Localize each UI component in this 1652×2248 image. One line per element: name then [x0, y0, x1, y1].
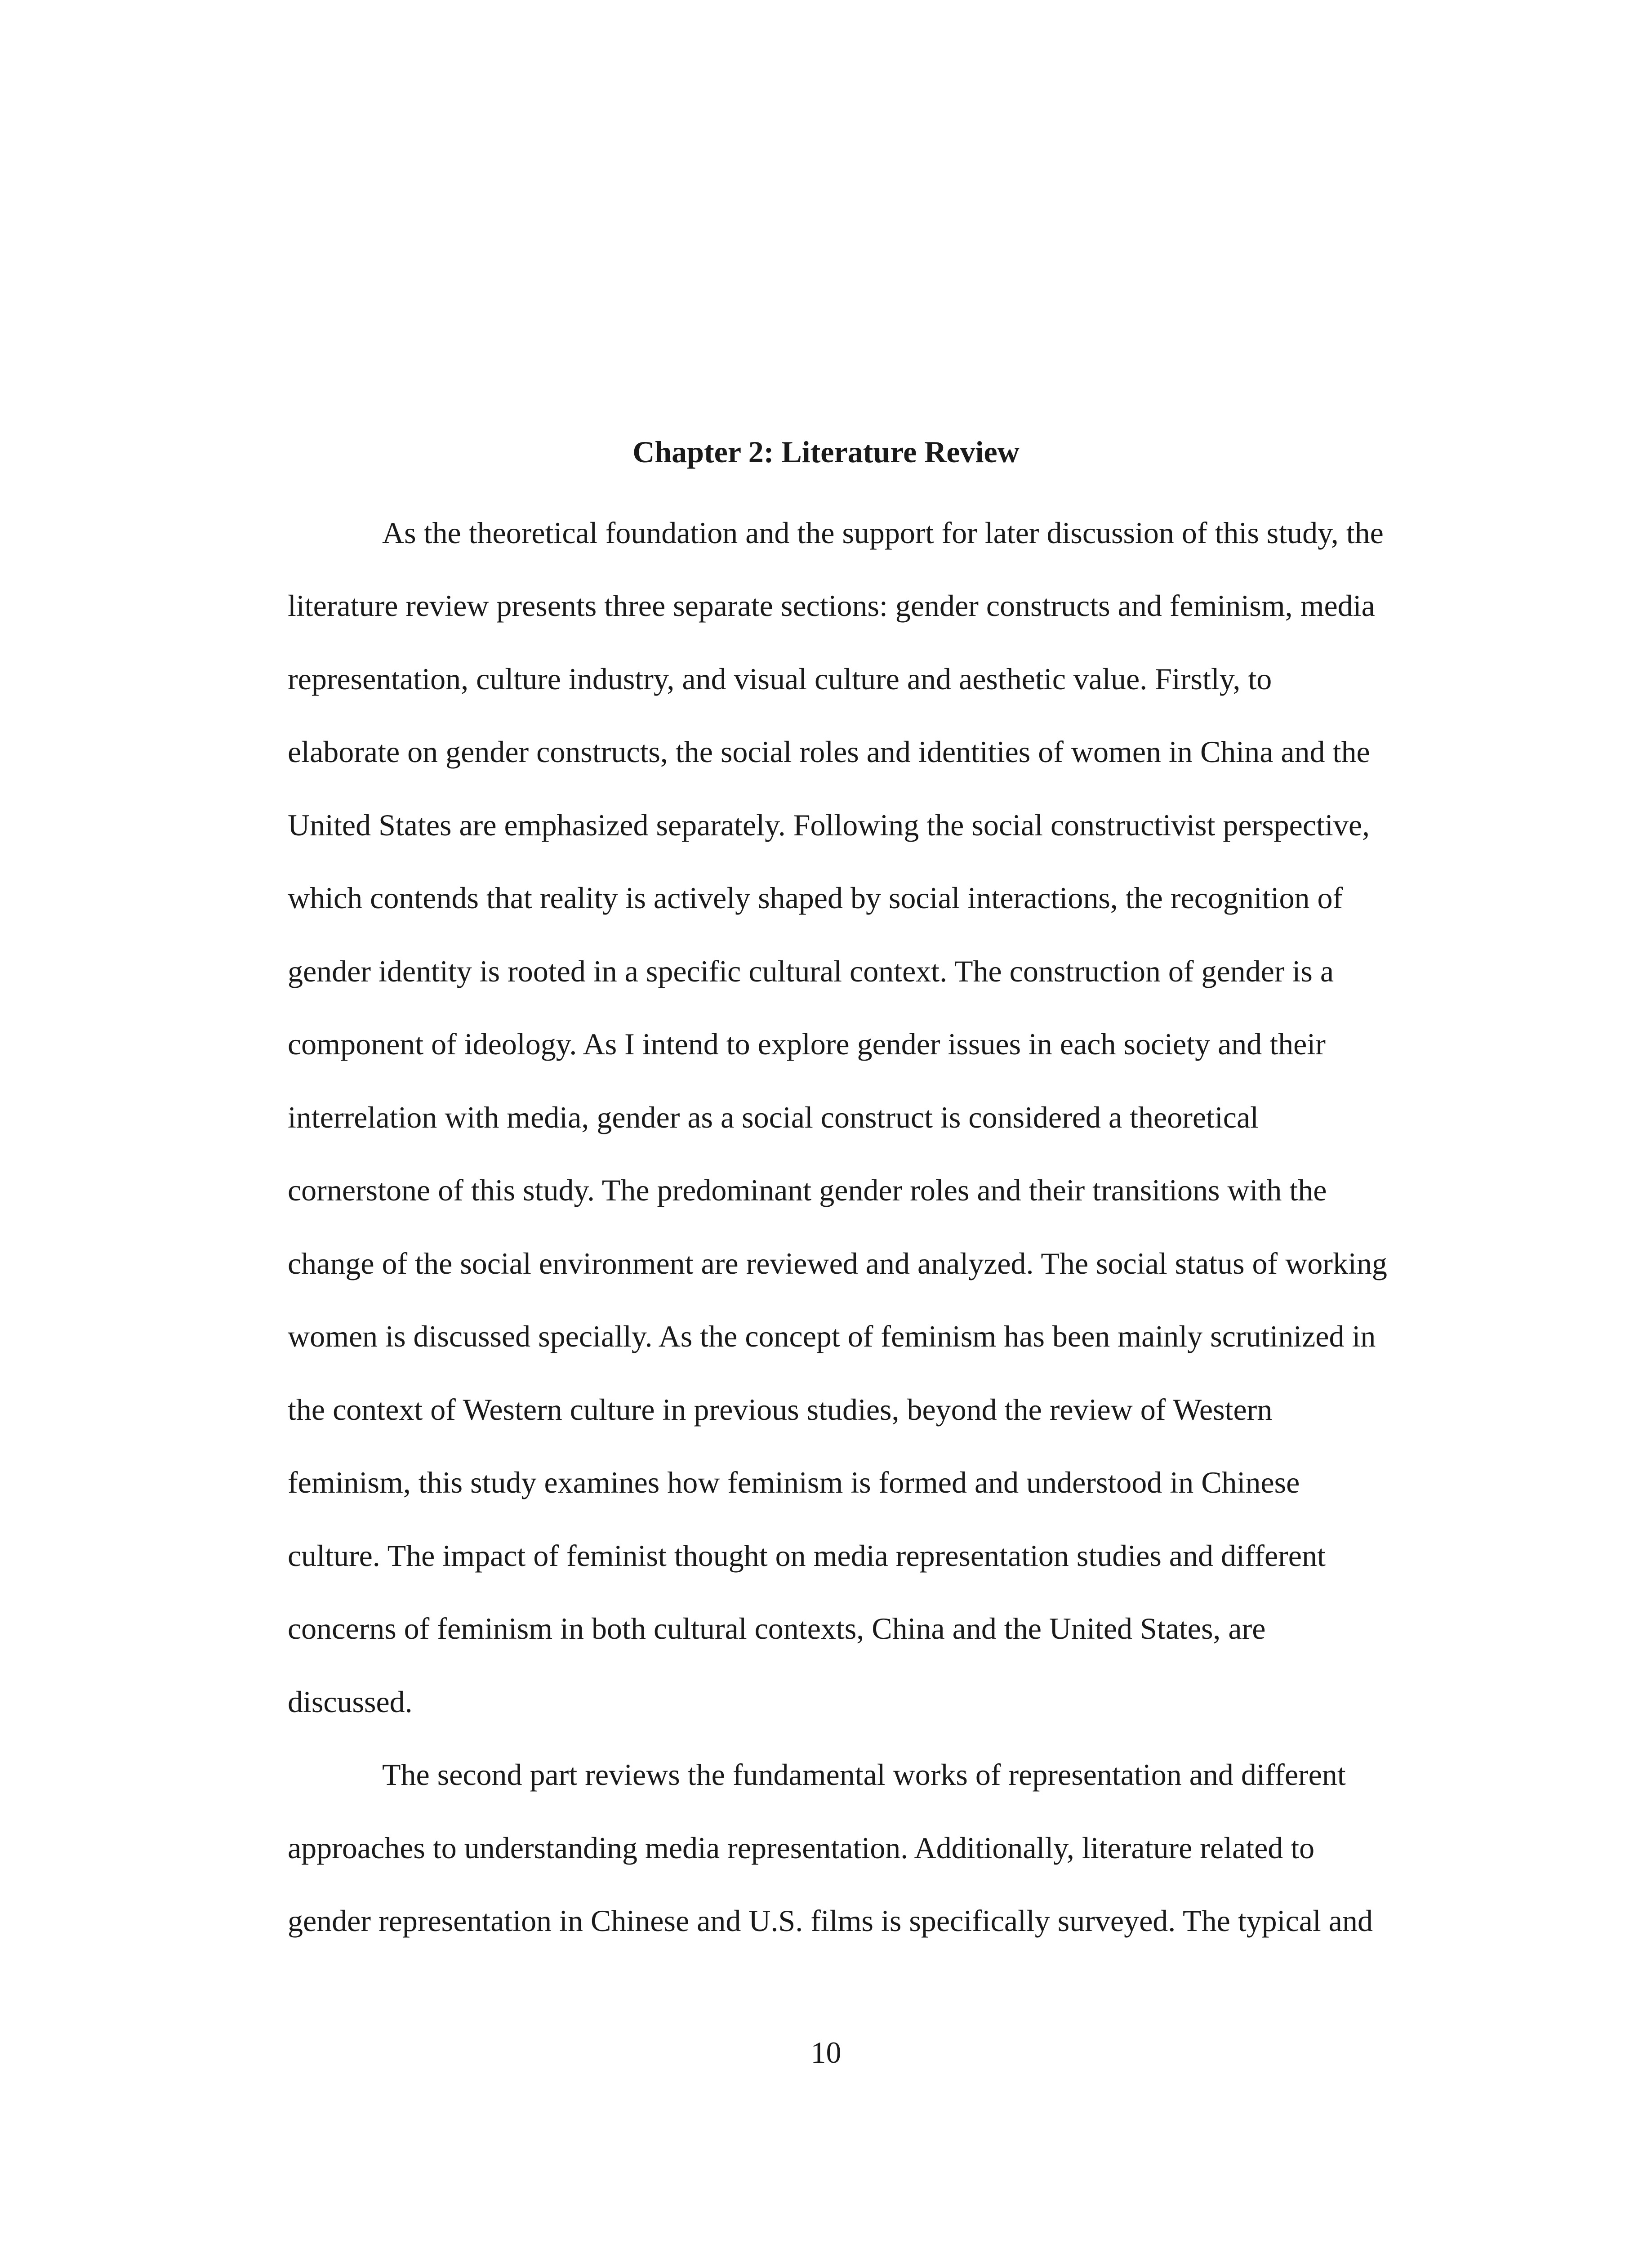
- line-text: cornerstone of this study. The predominant gender roles and their transitions with the: [288, 1173, 1327, 1207]
- line-text: gender identity is rooted in a specific cultural context. The construction of gender is a: [288, 954, 1334, 988]
- line-text: literature review presents three separate sections: gender constructs and feminism, media: [288, 589, 1375, 623]
- line-text: feminism, this study examines how feminism is formed and understood in Chinese: [288, 1465, 1300, 1499]
- line-text: United States are emphasized separately. Following the social constructivist perspective,: [288, 808, 1370, 842]
- line-text: As the theoretical foundation and the support for later discussion of this study, the: [382, 516, 1384, 550]
- page-number: 10: [810, 2035, 842, 2070]
- chapter-title: Chapter 2: Literature Review: [632, 435, 1020, 469]
- line-text: approaches to understanding media representation. Additionally, literature related to: [288, 1831, 1315, 1865]
- line-text: representation, culture industry, and visual culture and aesthetic value. Firstly, to: [288, 662, 1272, 696]
- line-text: change of the social environment are reviewed and analyzed. The social status of working: [288, 1246, 1387, 1280]
- line-text: elaborate on gender constructs, the social roles and identities of women in China and the: [288, 735, 1370, 769]
- line-text: concerns of feminism in both cultural contexts, China and the United States, are: [288, 1611, 1266, 1646]
- line-text: women is discussed specially. As the concept of feminism has been mainly scrutinized in: [288, 1319, 1376, 1353]
- line-text: interrelation with media, gender as a social construct is considered a theoretical: [288, 1100, 1259, 1134]
- line-text: which contends that reality is actively shaped by social interactions, the recognition of: [288, 881, 1343, 915]
- line-text: The second part reviews the fundamental works of representation and different: [382, 1757, 1346, 1792]
- line-text: culture. The impact of feminist thought on media representation studies and different: [288, 1539, 1326, 1573]
- line-text: the context of Western culture in previous studies, beyond the review of Western: [288, 1392, 1273, 1427]
- line-text: gender representation in Chinese and U.S. films is specifically surveyed. The typical and: [288, 1904, 1373, 1938]
- line-text: discussed.: [288, 1685, 413, 1719]
- line-text: component of ideology. As I intend to explore gender issues in each society and their: [288, 1027, 1326, 1061]
